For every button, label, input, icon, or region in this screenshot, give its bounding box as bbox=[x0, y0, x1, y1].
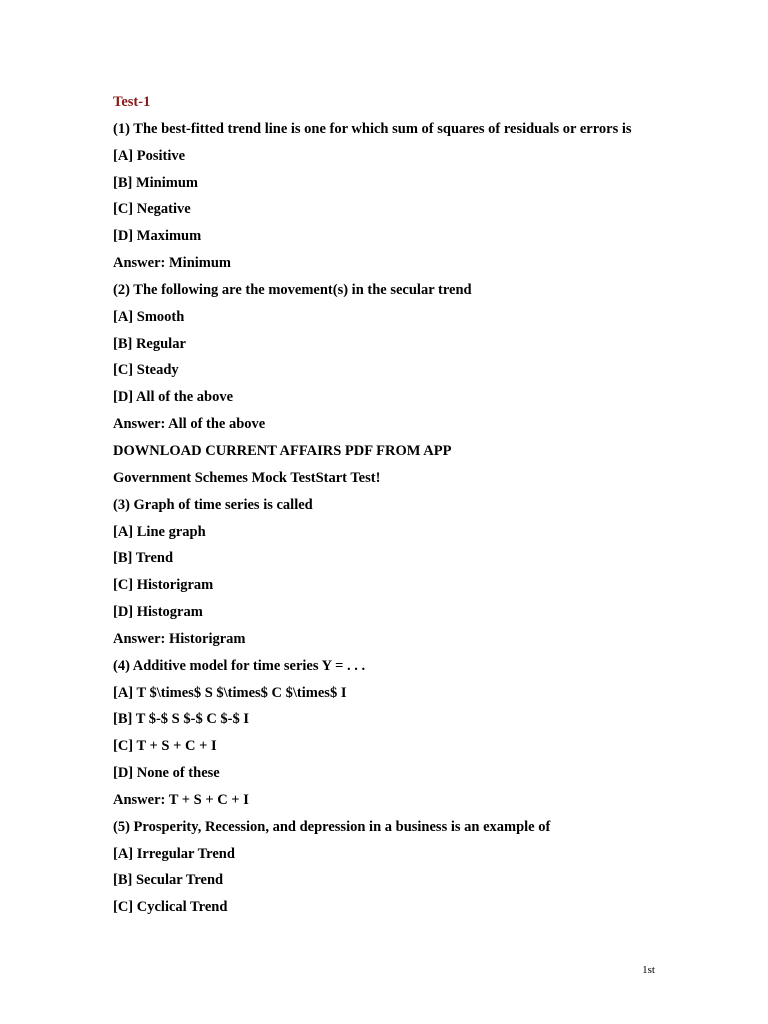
question-1-option-b: [B] Minimum bbox=[113, 174, 198, 191]
mock-test-promo: Government Schemes Mock TestStart Test! bbox=[113, 469, 381, 486]
question-2-option-c: [C] Steady bbox=[113, 362, 179, 379]
question-5: (5) Prosperity, Recession, and depression in a business is an example of bbox=[113, 818, 551, 835]
question-3-option-c: [C] Historigram bbox=[113, 577, 214, 594]
question-4-answer: Answer: T + S + C + I bbox=[113, 791, 249, 808]
question-5-option-a: [A] Irregular Trend bbox=[113, 845, 235, 862]
question-2-option-b: [B] Regular bbox=[113, 335, 186, 352]
question-1-option-c: [C] Negative bbox=[113, 201, 191, 218]
question-2-answer: Answer: All of the above bbox=[113, 416, 266, 433]
question-4: (4) Additive model for time series Y = . . . bbox=[113, 657, 366, 674]
question-1-option-a: [A] Positive bbox=[113, 147, 186, 164]
download-promo: DOWNLOAD CURRENT AFFAIRS PDF FROM APP bbox=[113, 442, 452, 459]
question-1: (1) The best-fitted trend line is one for which sum of squares of residuals or errors is bbox=[113, 120, 632, 137]
question-4-option-b: [B] T $-$ S $-$ C $-$ I bbox=[113, 711, 250, 728]
question-5-option-c: [C] Cyclical Trend bbox=[113, 899, 228, 916]
document-body bbox=[113, 92, 713, 924]
question-2: (2) The following are the movement(s) in the secular trend bbox=[113, 281, 472, 298]
question-3-option-d: [D] Histogram bbox=[113, 604, 203, 621]
question-5-option-b: [B] Secular Trend bbox=[113, 872, 224, 889]
question-4-option-a: [A] T $\times$ S $\times$ C $\times$ I bbox=[113, 684, 347, 701]
question-3: (3) Graph of time series is called bbox=[113, 496, 313, 513]
question-1-option-d: [D] Maximum bbox=[113, 228, 202, 245]
page-title: Test-1 bbox=[113, 94, 151, 110]
question-2-option-a: [A] Smooth bbox=[113, 308, 185, 325]
question-4-option-d: [D] None of these bbox=[113, 765, 220, 782]
question-3-answer: Answer: Historigram bbox=[113, 630, 246, 647]
question-3-option-a: [A] Line graph bbox=[113, 523, 206, 540]
question-2-option-d: [D] All of the above bbox=[113, 389, 234, 406]
question-4-option-c: [C] T + S + C + I bbox=[113, 738, 217, 755]
page-number: 1st bbox=[642, 964, 655, 976]
question-3-option-b: [B] Trend bbox=[113, 550, 174, 567]
question-1-answer: Answer: Minimum bbox=[113, 255, 232, 272]
